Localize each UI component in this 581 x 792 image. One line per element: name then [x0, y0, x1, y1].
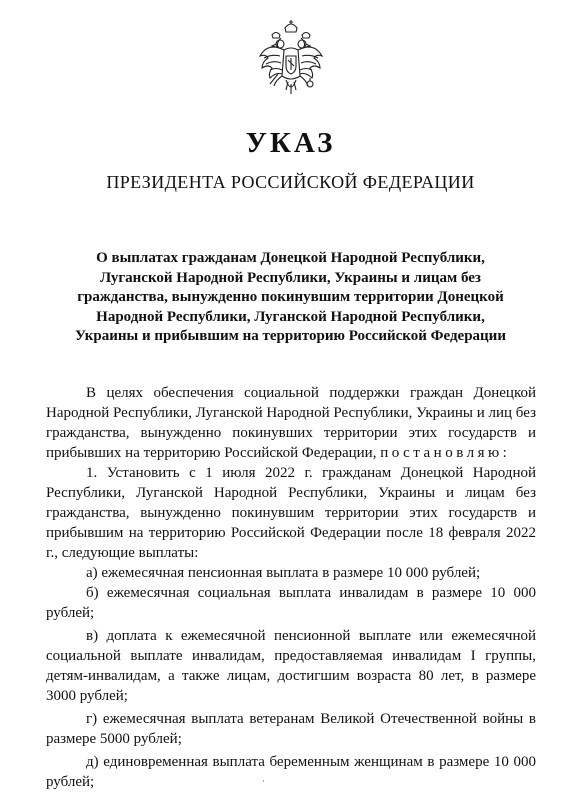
coat-of-arms-icon — [258, 18, 324, 106]
paragraph-item-d: д) единовременная выплата беременным женщинам в размере 10 000 рублей; — [46, 754, 536, 790]
paragraph-item-g: г) ежемесячная выплата ветеранам Великой Отечественной войны в размере 5000 рублей; — [46, 711, 536, 747]
decree-heading: О выплатах гражданам Донецкой Народной Республики, Луганской Народной Республики, Украины и лицам без гражданства, вынужденно покинувшим территории Донецкой Народной Республики, Луганской Народной Республики, Украины и прибывшим на территорию Российской Федерации — [75, 250, 506, 345]
intro-paragraph — [46, 383, 536, 463]
document-body — [46, 383, 536, 792]
paragraph-item-1: 1. Установить с 1 июля 2022 г. гражданам Донецкой Народной Республики, Луганской Народной Республики, Украины и лицам без гражданства, вынужденно покинувшим территории этих государств и прибывшим на территорию Российской Федерации после 18 февраля 2022 г., следующие выплаты: — [46, 465, 536, 561]
paragraph-item-b: б) ежемесячная социальная выплата инвалидам в размере 10 000 рублей; — [46, 585, 536, 621]
document-title: УКАЗ — [245, 127, 336, 159]
page-mark: · — [262, 776, 265, 786]
paragraph-item-a: а) ежемесячная пенсионная выплата в размере 10 000 рублей; — [86, 565, 481, 581]
document-subtitle: ПРЕЗИДЕНТА РОССИЙСКОЙ ФЕДЕРАЦИИ — [106, 172, 475, 192]
intro-text: В целях обеспечения социальной поддержки граждан Донецкой Народной Республики, Луганской Народной Республики, Украины и лиц без гражданства, вынужденно покинувших территории этих государств и прибывших на территорию Российской Федерации, — [46, 385, 536, 461]
resolve-word: постановляю: — [380, 445, 511, 461]
paragraph-item-v: в) доплата к ежемесячной пенсионной выплате или ежемесячной социальной выплате инвалидам, предоставляемая инвалидам I группы, детям-инвалидам, а также лицам, достигшим возраста 80 лет, в размере 3000 рублей; — [46, 628, 536, 704]
